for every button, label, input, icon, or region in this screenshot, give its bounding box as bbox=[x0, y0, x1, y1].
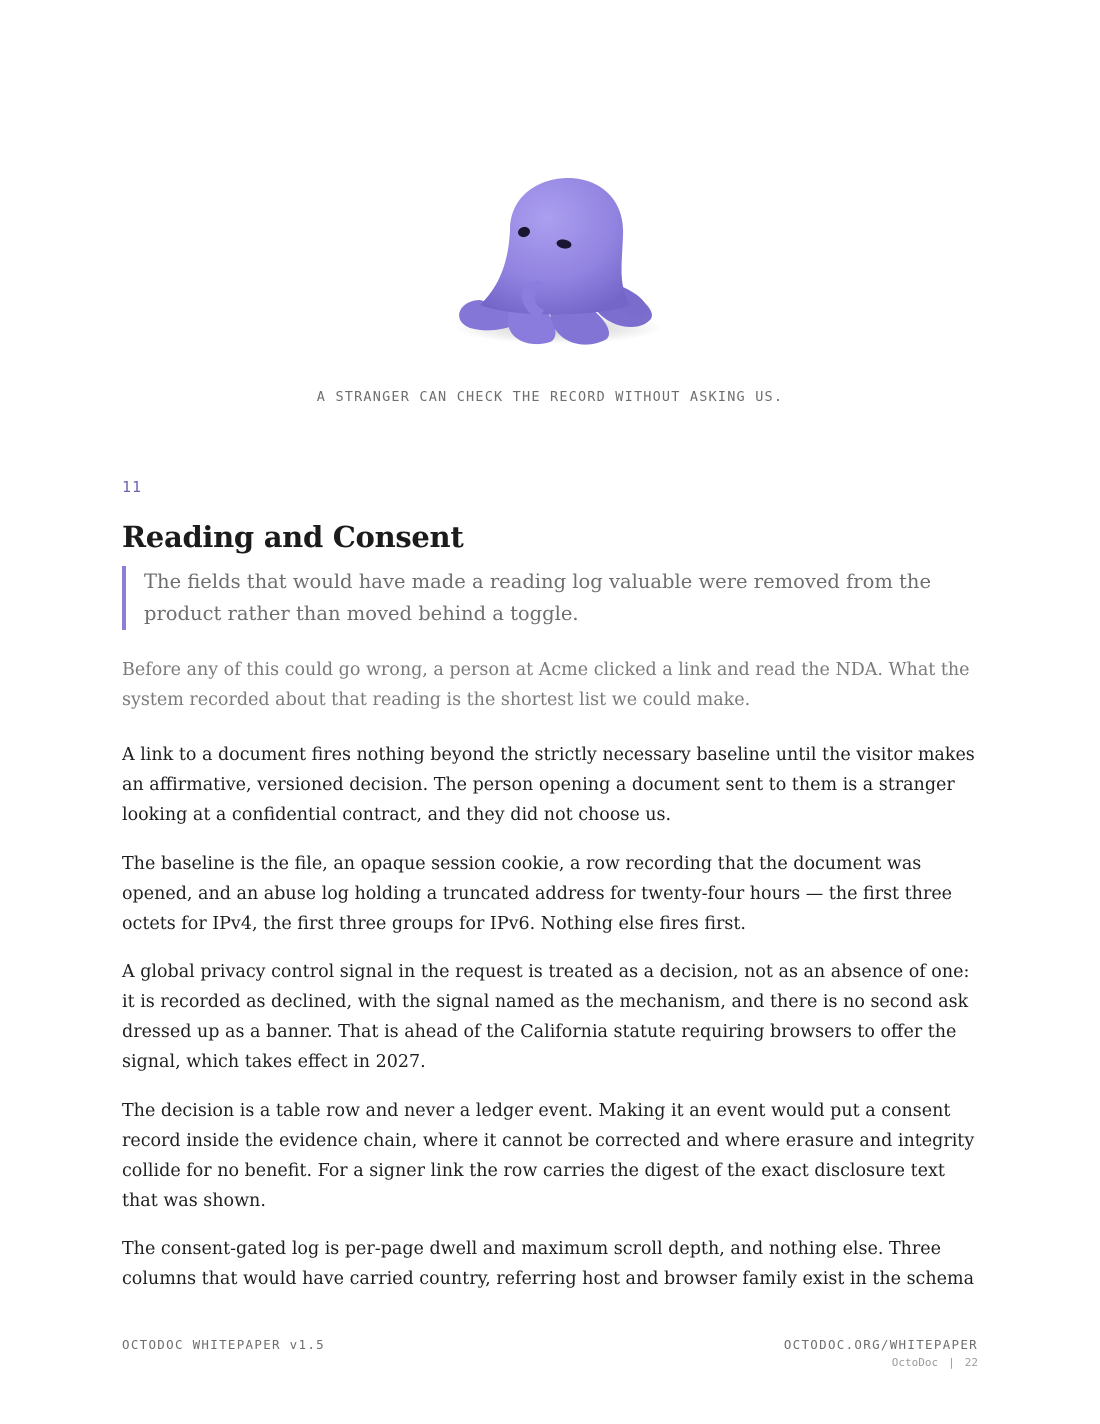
page-number: 22 bbox=[964, 1356, 978, 1369]
section-title: Reading and Consent bbox=[122, 520, 464, 554]
figure-caption: A STRANGER CAN CHECK THE RECORD WITHOUT ASKING US. bbox=[316, 389, 784, 405]
footer-brand: OctoDoc bbox=[891, 1356, 939, 1369]
section-number: 11 bbox=[122, 478, 143, 496]
body-paragraph: The baseline is the file, an opaque session cookie, a row recording that the document was opened, and an abuse log holding a truncated address for twenty-four hours — the first three octets for IPv4, the first three groups for IPv6. Nothing else fires first. bbox=[122, 853, 953, 934]
body-paragraph: A global privacy control signal in the request is treated as a decision, not as an absence of one: it is recorded as declined, with the signal named as the mechanism, and there is no second ask dressed up as a banner. That is ahead of the California statute requiring browsers to offer the signal, which takes effect in 2027. bbox=[122, 962, 970, 1072]
footer-document-title: OCTODOC WHITEPAPER v1.5 bbox=[122, 1337, 325, 1352]
footer-page-info bbox=[892, 1356, 978, 1369]
body-paragraph: The consent-gated log is per-page dwell and maximum scroll depth, and nothing else. Three columns that would have carried country, referring host and browser family exist in the schema bbox=[122, 1239, 975, 1289]
body-paragraph: The decision is a table row and never a ledger event. Making it an event would put a consent record inside the evidence chain, where it cannot be corrected and where erasure and integrity collide for no benefit. For a signer link the row carries the digest of the exact disclosure text that was shown. bbox=[122, 1100, 975, 1211]
lede-paragraph: Before any of this could go wrong, a person at Acme clicked a link and read the NDA. What the system recorded about that reading is the shortest list we could make. bbox=[122, 660, 970, 710]
footer-separator: | bbox=[948, 1356, 955, 1369]
footer-url: OCTODOC.ORG/WHITEPAPER bbox=[783, 1337, 978, 1352]
body-paragraph: A link to a document fires nothing beyond the strictly necessary baseline until the visitor makes an affirmative, versioned decision. The person opening a document sent to them is a stranger looking at a confidential contract, and they did not choose us. bbox=[122, 745, 975, 825]
pullquote: The fields that would have made a reading log valuable were removed from the product rather than moved behind a toggle. bbox=[122, 566, 1004, 630]
body-text bbox=[122, 740, 984, 1300]
